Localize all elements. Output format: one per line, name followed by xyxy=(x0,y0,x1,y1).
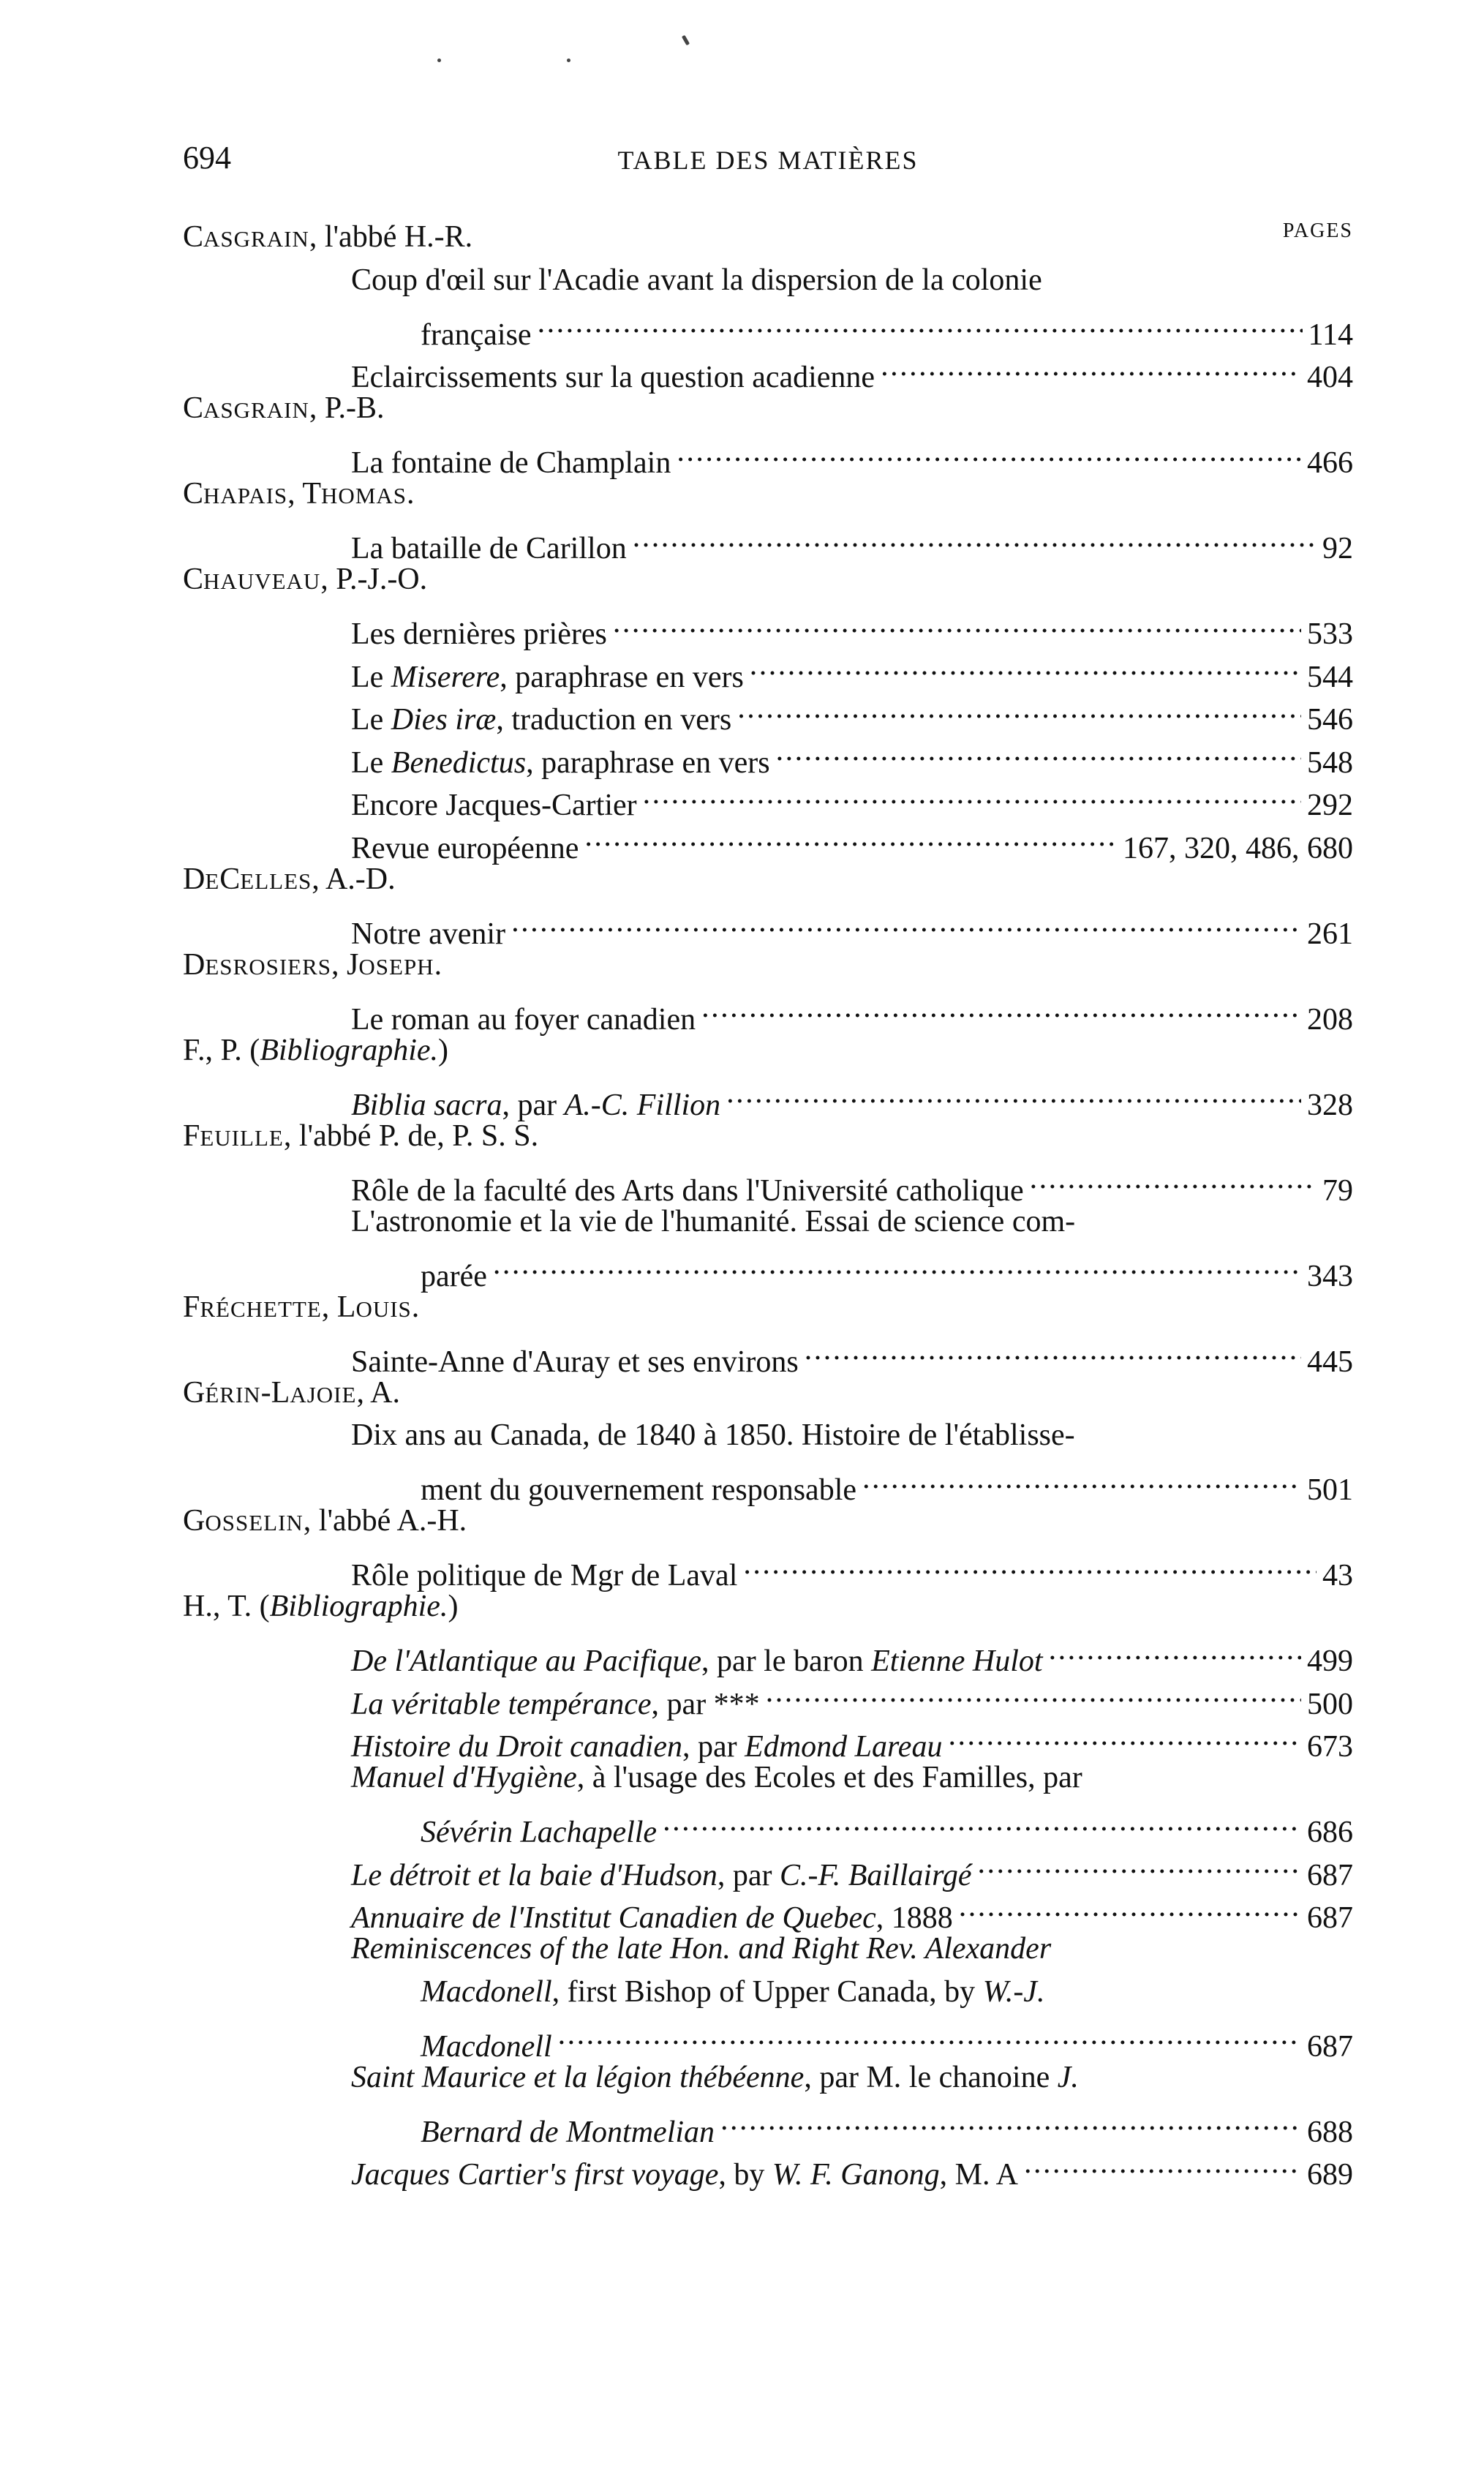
toc-entry xyxy=(351,1543,1353,1593)
dot-leader xyxy=(613,601,1301,644)
entry-title xyxy=(351,1554,737,1598)
entry-line xyxy=(351,2013,1353,2064)
entry-text: Encore Jacques-Cartier xyxy=(351,789,637,822)
dot-leader xyxy=(720,2099,1301,2142)
author-given-name: , L xyxy=(321,1290,356,1324)
entry-italic-title: Histoire du Droit canadien xyxy=(351,1730,683,1764)
author-initial: G xyxy=(183,1504,206,1538)
entry-line xyxy=(351,1414,1353,1457)
author-punctuation: . xyxy=(407,477,415,511)
dot-leader xyxy=(701,986,1301,1029)
entry-italic-title: Dies iræ xyxy=(391,703,497,737)
author-heading xyxy=(183,1286,1353,1329)
author-initial: D xyxy=(183,862,206,896)
entry-text: Le xyxy=(351,703,391,737)
author-initial: C xyxy=(183,477,204,511)
entry-title xyxy=(421,1469,856,1512)
toc-entry xyxy=(351,1157,1353,1208)
entry-italic-author: C.-F. Baillairgé xyxy=(780,1858,972,1892)
page-reference: 208 xyxy=(1307,1002,1353,1037)
entry-line xyxy=(351,1457,1353,1507)
entry-title xyxy=(351,1756,1082,1800)
toc-entry xyxy=(351,1714,1353,1764)
page-reference: 686 xyxy=(1307,1816,1353,1849)
entry-text: La fontaine de Champlain xyxy=(351,446,671,480)
dot-leader xyxy=(737,687,1301,730)
running-title: TABLE DES MATIÈRES xyxy=(617,146,919,175)
entry-text: Notre avenir xyxy=(351,917,506,951)
entry-title xyxy=(351,259,1042,302)
toc-entry xyxy=(351,644,1353,694)
author-given-name-sc: OSEPH xyxy=(358,953,434,980)
entry-text: parée xyxy=(421,1259,487,1293)
entry-italic-author: A.-C. Fillion xyxy=(564,1088,721,1122)
author-surname: ELLES xyxy=(240,868,312,894)
entry-italic-title: La véritable tempérance xyxy=(351,1687,652,1721)
entry-text: Rôle politique de Mgr de Laval xyxy=(351,1559,738,1593)
author-given-name: , P.-J.-O. xyxy=(320,563,428,596)
dot-leader xyxy=(959,1885,1301,1928)
entry-text: ment du gouvernement responsable xyxy=(421,1473,856,1507)
dot-leader xyxy=(633,516,1317,559)
entry-line xyxy=(351,345,1353,394)
entry-line xyxy=(351,2099,1353,2149)
toc-entry xyxy=(351,1842,1353,1892)
page-reference: 404 xyxy=(1307,361,1353,394)
dot-leader xyxy=(743,1543,1317,1586)
entry-italic-title: Annuaire de l'Institut Canadien de Quebec xyxy=(351,1901,876,1935)
toc-entry xyxy=(351,687,1353,737)
dot-leader xyxy=(1024,2142,1301,2185)
author-name: F., P. ( xyxy=(183,1033,260,1067)
entry-italic-author: Edmond Lareau xyxy=(745,1730,943,1764)
dot-leader xyxy=(643,772,1301,816)
entry-title xyxy=(351,1084,720,1127)
entry-text: , par le baron xyxy=(701,1644,872,1678)
entry-line xyxy=(351,729,1353,780)
page-number: 694 xyxy=(183,140,231,176)
entry-text: Rôle de la faculté des Arts dans l'Université catholique xyxy=(351,1173,1024,1208)
entry-line xyxy=(351,1971,1353,2014)
entry-text: Sainte-Anne d'Auray et ses environs xyxy=(351,1345,799,1379)
entry-line xyxy=(351,815,1353,865)
entry-text: Dix ans au Canada, de 1840 à 1850. Histoire de l'établisse- xyxy=(351,1418,1075,1452)
entry-line xyxy=(351,1157,1353,1208)
dot-leader xyxy=(1049,1628,1301,1672)
page-reference: 92 xyxy=(1322,532,1353,565)
entry-italic-title: Sévérin Lachapelle xyxy=(421,1816,658,1849)
toc-entry xyxy=(351,1885,1353,1935)
entry-text: Revue européenne xyxy=(351,831,579,865)
author-surname: OSSELIN xyxy=(205,1510,304,1535)
entry-title xyxy=(351,2056,1079,2099)
author-surname: ASGRAIN xyxy=(203,226,309,252)
author-given-name: -L xyxy=(260,1375,290,1410)
dot-leader xyxy=(948,1714,1301,1757)
entry-text: , par *** xyxy=(651,1687,760,1721)
entry-line xyxy=(351,1756,1353,1800)
entry-line xyxy=(351,1885,1353,1935)
entry-title xyxy=(421,1255,487,1298)
entry-italic-title: Jacques Cartier's first voyage xyxy=(351,2158,719,2192)
scan-speck xyxy=(437,59,441,62)
author-given-name: , P.-B. xyxy=(309,391,385,425)
page-reference: 466 xyxy=(1307,446,1353,480)
entry-text: , à l'usage des Ecoles et des Familles, par xyxy=(576,1761,1082,1794)
page-reference: 688 xyxy=(1307,2115,1353,2149)
entry-italic-title: Benedictus xyxy=(391,745,527,780)
pages-column-label: PAGES xyxy=(1282,219,1353,242)
toc-entry xyxy=(351,1200,1353,1293)
dot-leader xyxy=(805,1328,1301,1372)
dot-leader xyxy=(1030,1157,1317,1200)
entry-italic-title: Macdonell xyxy=(421,2029,552,2064)
entry-title xyxy=(421,1971,1044,2014)
author-punctuation: ) xyxy=(448,1590,459,1623)
dot-leader xyxy=(663,1800,1301,1843)
page-reference: 689 xyxy=(1307,2158,1353,2192)
dot-leader xyxy=(862,1457,1301,1500)
entry-text: , paraphrase en vers xyxy=(500,660,744,694)
entry-line xyxy=(351,301,1353,352)
entry-text: , par xyxy=(502,1088,565,1122)
toc-entry xyxy=(351,1072,1353,1122)
author-given-name: , l'abbé A.-H. xyxy=(303,1504,467,1538)
entry-title xyxy=(351,913,505,956)
toc-entry xyxy=(351,729,1353,780)
author-qualifier: Bibliographie. xyxy=(260,1033,439,1067)
author-surname: EUILLE xyxy=(200,1124,284,1151)
entry-italic-title: Manuel d'Hygiène xyxy=(351,1761,577,1794)
author-punctuation: . xyxy=(411,1290,420,1324)
author-heading xyxy=(183,216,1353,259)
author-initial: C xyxy=(183,563,204,596)
entry-line xyxy=(351,644,1353,694)
entry-title xyxy=(351,827,579,871)
author-given-name-sc: HOMAS xyxy=(321,483,407,508)
page-reference: 687 xyxy=(1307,1858,1353,1892)
entry-title xyxy=(351,356,875,399)
author-surname: E xyxy=(205,868,220,894)
toc-entry xyxy=(351,901,1353,951)
entry-text: , M. A xyxy=(939,2158,1018,2192)
author-initial: C xyxy=(183,220,204,254)
entry-line xyxy=(351,1800,1353,1849)
entry-italic-author: Etienne Hulot xyxy=(871,1644,1043,1678)
author-given-name: , T xyxy=(287,477,322,511)
dot-leader xyxy=(538,301,1303,345)
entry-italic-title: Le détroit et la baie d'Hudson xyxy=(351,1858,717,1892)
author-punctuation: ) xyxy=(438,1033,449,1067)
page-reference: 687 xyxy=(1307,1901,1353,1935)
toc-entry xyxy=(351,430,1353,480)
entry-text: Le roman au foyer canadien xyxy=(351,1002,696,1037)
page-reference: 500 xyxy=(1307,1687,1353,1721)
author-surname: ASGRAIN xyxy=(203,397,309,423)
author-initial: C xyxy=(183,391,204,425)
entry-line xyxy=(351,1328,1353,1379)
author-initial: D xyxy=(183,947,206,982)
dot-leader xyxy=(726,1072,1301,1115)
toc-entry xyxy=(351,259,1353,352)
entry-title xyxy=(351,2154,1018,2197)
toc-entry xyxy=(351,815,1353,865)
entry-line xyxy=(351,1072,1353,1122)
entry-title xyxy=(351,1341,799,1384)
entry-text: , traduction en vers xyxy=(496,703,732,737)
entry-italic-author: J. xyxy=(1057,2060,1079,2094)
entry-text: La bataille de Carillon xyxy=(351,532,627,565)
page-reference: 548 xyxy=(1307,745,1353,780)
dot-leader xyxy=(511,901,1301,944)
page-reference: 261 xyxy=(1307,917,1353,951)
entry-title xyxy=(351,999,696,1042)
toc-entry xyxy=(351,986,1353,1037)
author-given-name: , A.-D. xyxy=(312,862,396,896)
dot-leader xyxy=(776,729,1301,772)
author-surname: HAPAIS xyxy=(203,483,288,508)
dot-leader xyxy=(493,1243,1301,1286)
dot-leader xyxy=(766,1671,1301,1714)
entry-text: , par M. le chanoine xyxy=(804,2060,1058,2094)
entry-italic-author: W.-J. xyxy=(982,1974,1045,2009)
entry-line xyxy=(351,986,1353,1037)
page-reference: 546 xyxy=(1307,703,1353,737)
author-name: H., T. ( xyxy=(183,1590,270,1623)
toc-entry xyxy=(351,2142,1353,2192)
author-surname: ÉRIN xyxy=(205,1381,261,1407)
table-of-contents xyxy=(183,216,1353,2192)
entry-line xyxy=(351,430,1353,480)
author-punctuation: , A. xyxy=(356,1375,400,1410)
author-given-name-sc: OUIS xyxy=(355,1296,412,1322)
entry-text: Eclaircissements sur la question acadienne xyxy=(351,361,875,394)
dot-leader xyxy=(584,815,1117,858)
toc-entry xyxy=(351,772,1353,822)
entry-title xyxy=(351,1414,1075,1457)
entry-line xyxy=(351,901,1353,951)
author-punctuation: . xyxy=(434,947,442,982)
toc-entry xyxy=(351,1328,1353,1379)
page-reference: 544 xyxy=(1307,660,1353,694)
entry-text: L'astronomie et la vie de l'humanité. Essai de science com- xyxy=(351,1204,1076,1238)
page-reference: 43 xyxy=(1322,1559,1353,1593)
toc-entry xyxy=(351,2056,1353,2149)
entry-line xyxy=(351,1714,1353,1764)
toc-entry xyxy=(351,345,1353,394)
page-header xyxy=(183,139,1353,183)
entry-text: , 1888 xyxy=(875,1901,953,1935)
author-surname: HAUVEAU xyxy=(203,568,321,594)
entry-line xyxy=(351,1928,1353,1971)
toc-entry xyxy=(351,516,1353,565)
toc-entry xyxy=(351,601,1353,651)
entry-title xyxy=(351,527,627,571)
entry-italic-title: Saint Maurice et la légion thébéenne xyxy=(351,2060,805,2094)
entry-text: , first Bishop of Upper Canada, by xyxy=(551,1974,983,2009)
author-given-name: , l'abbé H.-R. xyxy=(309,220,473,254)
dot-leader xyxy=(750,644,1301,687)
entry-italic-title: Reminiscences of the late Hon. and Right Rev. Alexander xyxy=(351,1932,1052,1966)
page-reference: 114 xyxy=(1308,317,1353,352)
author-given-name: , J xyxy=(331,947,359,982)
entry-line xyxy=(351,772,1353,822)
entry-text: Le xyxy=(351,745,391,780)
dot-leader xyxy=(558,2013,1301,2056)
author-initial: F xyxy=(183,1118,200,1153)
author-given-name-sc: AJOIE xyxy=(290,1381,357,1407)
toc-entry xyxy=(351,1414,1353,1507)
entry-line xyxy=(351,516,1353,565)
entry-italic-author: W. F. Ganong xyxy=(772,2158,940,2192)
author-initial: F xyxy=(183,1290,200,1324)
entry-line xyxy=(351,1842,1353,1892)
page-reference: 501 xyxy=(1307,1473,1353,1507)
entry-line xyxy=(351,687,1353,737)
page-reference: 687 xyxy=(1307,2029,1353,2064)
page-reference: 292 xyxy=(1307,789,1353,822)
scan-speck xyxy=(682,35,690,46)
dot-leader xyxy=(978,1842,1301,1885)
entry-line xyxy=(351,1200,1353,1244)
author-initial: C xyxy=(219,862,241,896)
toc-entry xyxy=(351,1628,1353,1678)
page-reference: 673 xyxy=(1307,1730,1353,1764)
entry-text: Coup d'œil sur l'Acadie avant la dispersion de la colonie xyxy=(351,263,1042,297)
entry-line xyxy=(351,2056,1353,2099)
page-reference: 79 xyxy=(1322,1173,1353,1208)
author-surname: ESROSIERS xyxy=(205,953,332,980)
entry-line xyxy=(351,259,1353,302)
entry-italic-title: Bernard de Montmelian xyxy=(421,2115,715,2149)
toc-entry xyxy=(351,1671,1353,1721)
entry-line xyxy=(351,1543,1353,1593)
dot-leader xyxy=(881,345,1301,388)
entry-line xyxy=(351,1243,1353,1293)
entry-title xyxy=(351,442,671,485)
entry-text: , paraphrase en vers xyxy=(526,745,770,780)
entry-italic-title: De l'Atlantique au Pacifique xyxy=(351,1644,702,1678)
author-given-name: , l'abbé P. de, P. S. S. xyxy=(283,1118,539,1153)
entry-text: française xyxy=(421,317,532,352)
toc-entry xyxy=(351,1928,1353,2064)
toc-entry xyxy=(351,1756,1353,1849)
author-surname: RÉCHETTE xyxy=(200,1296,322,1322)
page-reference: 445 xyxy=(1307,1345,1353,1379)
entry-title xyxy=(351,1928,1051,1971)
page-reference: 167, 320, 486, 680 xyxy=(1123,831,1353,865)
entry-italic-title: Miserere xyxy=(391,660,500,694)
entry-line xyxy=(351,1628,1353,1678)
entry-italic-title: Macdonell xyxy=(421,1974,552,2009)
entry-line xyxy=(351,1671,1353,1721)
entry-line xyxy=(351,601,1353,651)
entry-text: Le xyxy=(351,660,391,694)
page-reference: 533 xyxy=(1307,617,1353,651)
scan-speck xyxy=(567,59,570,62)
entry-text: , par xyxy=(717,1858,780,1892)
page-reference: 499 xyxy=(1307,1644,1353,1678)
entry-text: , par xyxy=(682,1730,745,1764)
entry-italic-title: Biblia sacra xyxy=(351,1088,502,1122)
author-qualifier: Bibliographie. xyxy=(269,1590,448,1623)
entry-text: , by xyxy=(718,2158,772,2192)
page-reference: 328 xyxy=(1307,1088,1353,1122)
entry-text: Les dernières prières xyxy=(351,617,607,651)
author-initial: G xyxy=(183,1375,206,1410)
entry-title xyxy=(351,1200,1075,1244)
entry-line xyxy=(351,2142,1353,2192)
page-reference: 343 xyxy=(1307,1259,1353,1293)
dot-leader xyxy=(677,430,1301,473)
